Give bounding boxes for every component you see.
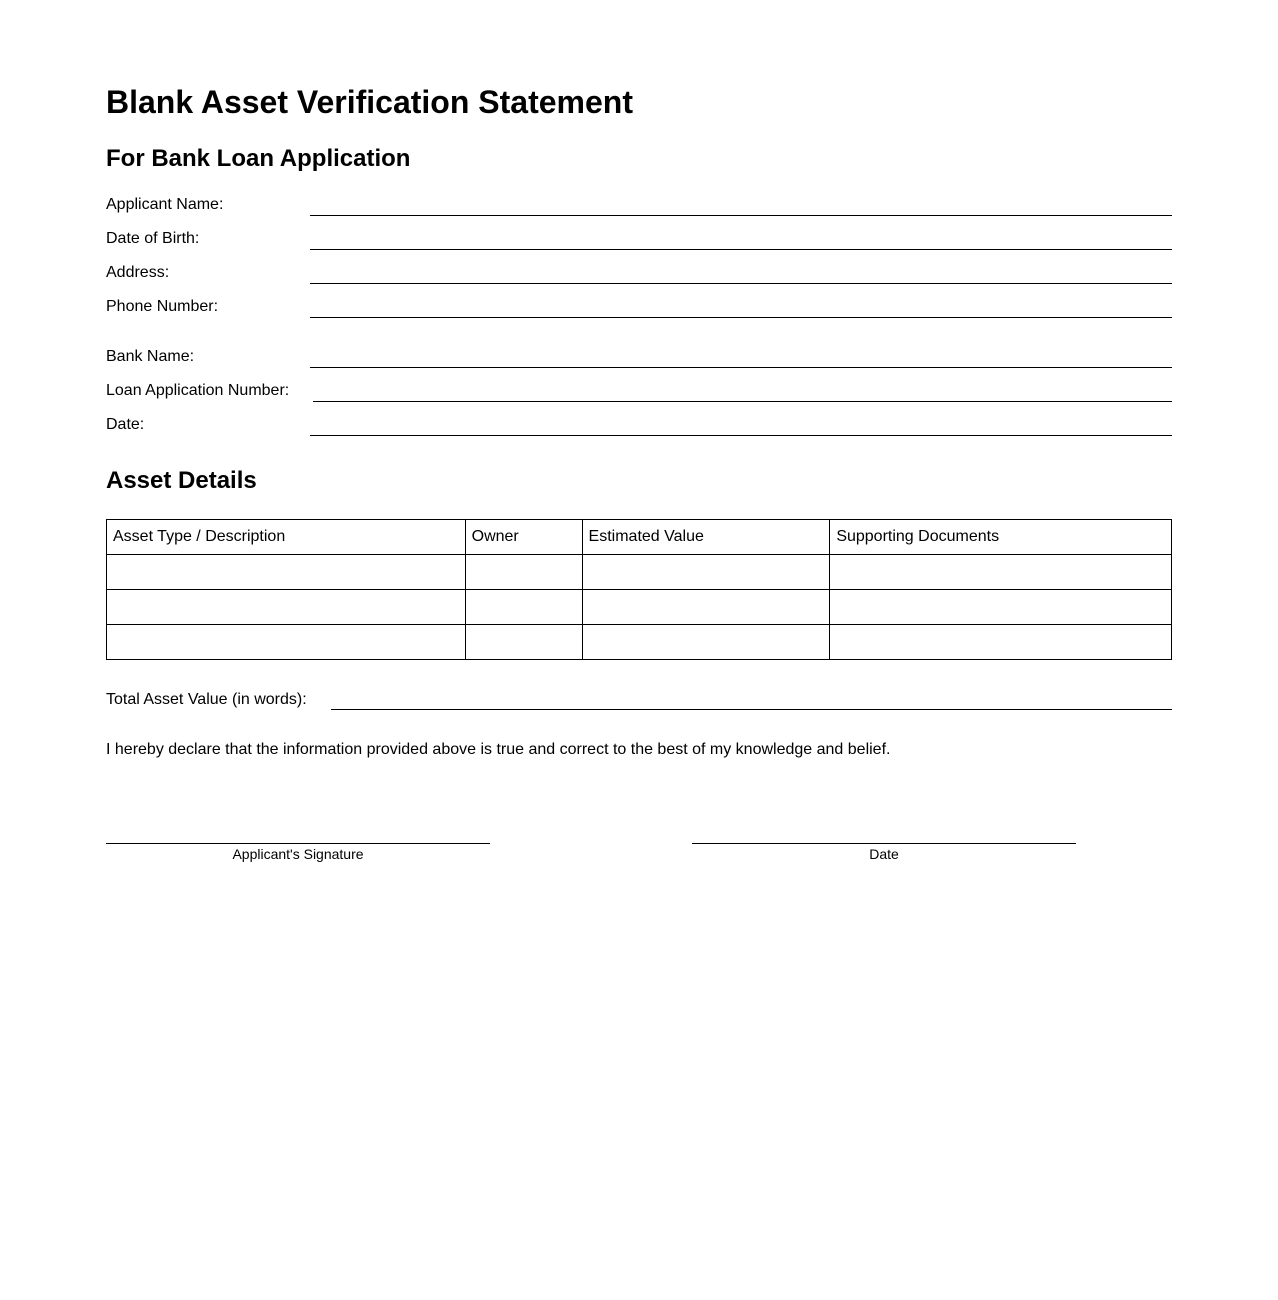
loan-application-number-input-line[interactable] — [313, 401, 1172, 402]
column-header-supporting-documents: Supporting Documents — [830, 520, 1172, 555]
applicant-name-input-line[interactable] — [310, 215, 1172, 216]
table-cell[interactable] — [830, 590, 1172, 625]
field-address — [106, 262, 1172, 284]
total-asset-value-label: Total Asset Value (in words): — [106, 691, 307, 708]
document-title: Blank Asset Verification Statement — [106, 84, 633, 120]
bank-name-input-line[interactable] — [310, 367, 1172, 368]
table-cell[interactable] — [582, 590, 830, 625]
field-loan-application-number — [106, 380, 1172, 402]
field-label: Loan Application Number: — [106, 382, 290, 399]
date-of-birth-input-line[interactable] — [310, 249, 1172, 250]
signature-date-block — [692, 843, 1076, 863]
document-subtitle: For Bank Loan Application — [106, 145, 411, 172]
field-phone-number — [106, 296, 1172, 318]
phone-number-input-line[interactable] — [310, 317, 1172, 318]
field-bank-name — [106, 346, 1172, 368]
table-cell[interactable] — [107, 555, 466, 590]
field-date-of-birth — [106, 228, 1172, 250]
table-row — [107, 625, 1172, 660]
field-label: Bank Name: — [106, 348, 195, 365]
field-label: Phone Number: — [106, 298, 219, 315]
table-cell[interactable] — [465, 555, 582, 590]
total-asset-value-input-line[interactable] — [331, 709, 1172, 710]
table-cell[interactable] — [465, 590, 582, 625]
applicant-signature-block — [106, 843, 490, 863]
column-header-asset-type: Asset Type / Description — [107, 520, 466, 555]
field-label: Address: — [106, 264, 170, 281]
total-asset-value-field — [106, 690, 1172, 710]
table-cell[interactable] — [107, 590, 466, 625]
table-cell[interactable] — [582, 625, 830, 660]
field-label: Date of Birth: — [106, 230, 200, 247]
asset-table — [106, 519, 1172, 660]
column-header-owner: Owner — [465, 520, 582, 555]
asset-details-heading: Asset Details — [106, 467, 257, 494]
field-applicant-name — [106, 194, 1172, 216]
column-header-estimated-value: Estimated Value — [582, 520, 830, 555]
date-input-line[interactable] — [310, 435, 1172, 436]
field-label: Date: — [106, 416, 145, 433]
table-row — [107, 590, 1172, 625]
table-cell[interactable] — [830, 555, 1172, 590]
table-cell[interactable] — [465, 625, 582, 660]
signature-date-line[interactable] — [692, 843, 1076, 844]
declaration-text: I hereby declare that the information provided above is true and correct to the best of my knowledge and belief. — [106, 741, 891, 758]
address-input-line[interactable] — [310, 283, 1172, 284]
table-cell[interactable] — [582, 555, 830, 590]
field-label: Applicant Name: — [106, 196, 224, 213]
table-header-row — [107, 520, 1172, 555]
applicant-signature-caption: Applicant's Signature — [232, 846, 364, 862]
table-row — [107, 555, 1172, 590]
signature-date-caption: Date — [869, 846, 899, 862]
applicant-signature-line[interactable] — [106, 843, 490, 844]
table-cell[interactable] — [107, 625, 466, 660]
table-cell[interactable] — [830, 625, 1172, 660]
field-date — [106, 414, 1172, 436]
